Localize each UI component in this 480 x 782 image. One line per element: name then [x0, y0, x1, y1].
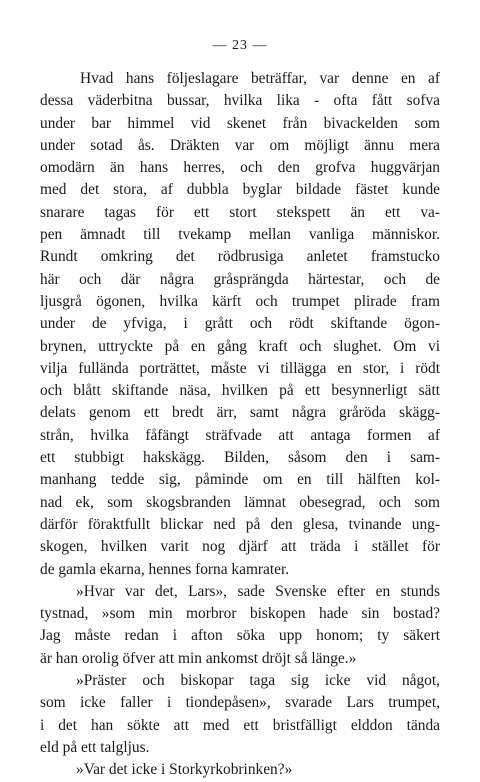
paragraph	[40, 759, 440, 781]
text-line: med det stora, af dubbla byglar bildade fästet kunde	[40, 181, 440, 199]
text-line: vilja fullända porträttet, måste vi tillägga en stor, i rödt	[40, 359, 440, 377]
text-line: ljusgrå ögonen, hvilka kärft och trumpet plirade fram	[40, 292, 440, 310]
text-line: eld på ett talgljus.	[40, 738, 150, 756]
text-line: Rundt omkring det rödbrusiga anletet framstucko	[40, 248, 440, 266]
paragraph	[40, 68, 440, 581]
text-line: pen ämnadt till tvekamp mellan vanliga människor.	[40, 226, 440, 244]
text-line: de gamla ekarna, hennes forna kamrater.	[40, 560, 290, 578]
text-line: under sotad ås. Dräkten var om möjligt ännu mera	[40, 136, 440, 154]
text-line: därför föraktfullt blickar ned på den glesa, tvinande ung-	[40, 515, 440, 533]
text-line: ett stubbigt hakskägg. Bilden, såsom den i sam-	[40, 449, 440, 467]
text-line: under de yfviga, i grått och rödt skiftande ögon-	[40, 315, 440, 333]
paragraph	[40, 670, 440, 759]
text-line: under bar himmel vid skenet från bivackelden som	[40, 114, 440, 132]
text-line: omodärn än hans herres, och den grofva huggvärjan	[40, 159, 440, 177]
text-line: »Hvar var det, Lars», sade Svenske efter en stunds	[76, 582, 440, 600]
text-line: i det han sökte att med ett bristfälligt elddon tända	[40, 716, 440, 734]
text-line: strån, hvilka fåfängt sträfvade att antaga formen af	[40, 426, 440, 444]
text-line: skogen, hvilken varit nog djärf att träda i stället för	[40, 538, 440, 556]
text-line: nad ek, som skogsbranden lämnat obesegrad, och som	[40, 493, 440, 511]
text-line: Jag måste redan i afton söka upp honom; ty säkert	[40, 627, 440, 645]
text-line: här och där några gråsprängda härtestar, och de	[40, 270, 440, 288]
text-line: och blått skiftande näsa, hvilken på ett besynnerligt sätt	[40, 382, 440, 400]
page-number: — 23 —	[212, 38, 268, 53]
text-line: snarare tagas för ett stort stekspett än ett va-	[40, 203, 440, 221]
text-line: som icke faller i tiondepåsen», svarade Lars trumpet,	[40, 694, 440, 712]
text-line: Hvad hans följeslagare beträffar, var denne en af	[80, 70, 440, 87]
text-line: är han orolig öfver att min ankomst dröjt så länge.»	[40, 649, 357, 667]
text-line: »Var det icke i Storkyrkobrinken?»	[76, 761, 293, 779]
text-line: brynen, uttryckte på en gång kraft och slughet. Om vi	[40, 337, 440, 355]
body-text	[40, 68, 440, 782]
text-line: dessa väderbitna bussar, hvilka lika - ofta fått sofva	[40, 92, 440, 110]
text-line: delats genom ett bredt ärr, samt några gråröda skägg-	[40, 404, 440, 422]
text-line: tystnad, »som min morbror biskopen hade sin bostad?	[40, 605, 440, 623]
text-line: manhang tedde sig, påminde om en till hälften kol-	[40, 471, 440, 489]
paragraph	[40, 581, 440, 670]
text-line: »Präster och biskopar taga sig icke vid något,	[76, 672, 440, 690]
